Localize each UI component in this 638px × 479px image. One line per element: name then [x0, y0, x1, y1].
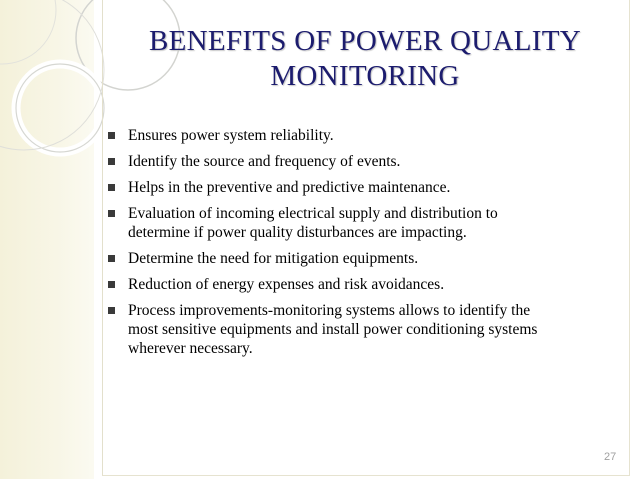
bullet-text: Determine the need for mitigation equipments.	[128, 250, 419, 267]
bullet-list	[108, 126, 623, 365]
bullet-item	[108, 275, 623, 294]
title-line: BENEFITS OF POWER QUALITY	[148, 25, 582, 57]
bullet-square-icon	[108, 210, 115, 217]
bullet-text: Ensures power system reliability.	[128, 127, 334, 144]
bullet-text: Helps in the preventive and predictive maintenance.	[128, 179, 451, 196]
bullet-square-icon	[108, 255, 115, 262]
decorative-ring-middle	[16, 64, 104, 152]
bullet-text: Reduction of energy expenses and risk avoidances.	[128, 276, 445, 293]
bullet-item	[108, 301, 623, 358]
bullet-text: Evaluation of incoming electrical supply and distribution to	[128, 205, 498, 222]
bullet-text: Process improvements-monitoring systems allows to identify the	[128, 302, 531, 319]
decorative-ring-corner	[0, 0, 56, 64]
bullet-item	[108, 249, 623, 268]
bullet-square-icon	[108, 132, 115, 139]
bullet-square-icon	[108, 307, 115, 314]
bullet-text: Identify the source and frequency of events.	[128, 153, 401, 170]
slide-number: 27	[604, 451, 617, 463]
slide-title	[110, 24, 620, 94]
title-line: MONITORING	[270, 60, 460, 92]
bullet-square-icon	[108, 184, 115, 191]
bullet-text-continued: wherever necessary.	[128, 340, 253, 357]
bullet-square-icon	[108, 158, 115, 165]
bullet-square-icon	[108, 281, 115, 288]
bullet-item	[108, 204, 623, 242]
bullet-item	[108, 178, 623, 197]
bullet-text-continued: most sensitive equipments and install power conditioning systems	[128, 321, 538, 338]
bullet-item	[108, 152, 623, 171]
bullet-text-continued: determine if power quality disturbances are impacting.	[128, 224, 467, 241]
bullet-item	[108, 126, 623, 145]
